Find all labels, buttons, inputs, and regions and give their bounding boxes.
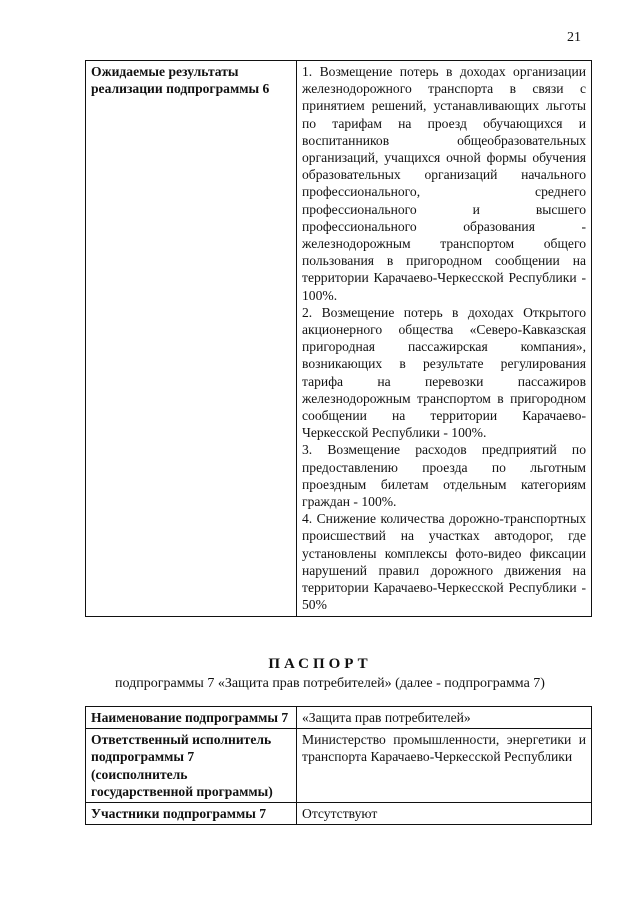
passport-row-value: «Защита прав потребителей»: [297, 707, 592, 729]
results-value: [297, 61, 592, 617]
passport-title: ПАСПОРТ: [268, 656, 372, 672]
results-table: [85, 60, 592, 617]
passport-subtitle: подпрограммы 7 «Защита прав потребителей» (далее - подпрограмма 7): [115, 676, 545, 691]
table-row: [86, 707, 592, 729]
results-label: Ожидаемые результаты реализации подпрограммы 6: [86, 61, 297, 617]
table-row: [86, 803, 592, 825]
table-row: [86, 729, 592, 803]
result-item-3: 3. Возмещение расходов предприятий по предоставлению проезда по льготным проездным билетам отдельным категориям граждан - 100%.: [302, 442, 586, 510]
table-row: [86, 61, 592, 617]
passport-row-label: Наименование подпрограммы 7: [86, 707, 297, 729]
result-item-2: 2. Возмещение потерь в доходах Открытого акционерного общества «Северо-Кавказская пригородная пассажирская компания», возникающих в результате регулирования тарифа на перевозки пассажиров железнодорожным транспортом в пригородном сообщении на территории Карачаево-Черкесской Республики - 100%.: [302, 304, 586, 441]
result-item-1: 1. Возмещение потерь в доходах организации железнодорожного транспорта в связи с принятием решений, устанавливающих льготы по тарифам на проезд обучающихся и воспитанников общеобразовательных организаций, учащихся очной формы обучения образовательных организаций начального профессионального, среднего профессионального и высшего профессионального образования - железнодорожным транспортом общего пользования в пригородном сообщении на территории Карачаево-Черкесской Республики - 100%.: [302, 64, 586, 303]
result-item-4: 4. Снижение количества дорожно-транспортных происшествий на участках автодорог, где установлены комплексы фото-видео фиксации нарушений правил дорожного движения на территории Карачаево-Черкесской Республики - 50%: [302, 511, 586, 613]
page-number: 21: [567, 30, 581, 45]
passport-row-value: Отсутствуют: [297, 803, 592, 825]
passport-table: [85, 706, 592, 825]
passport-row-label: Ответственный исполнитель подпрограммы 7 (соисполнитель государственной программы): [86, 729, 297, 803]
passport-row-value: Министерство промышленности, энергетики и транспорта Карачаево-Черкесской Республики: [297, 729, 592, 803]
passport-row-label: Участники подпрограммы 7: [86, 803, 297, 825]
